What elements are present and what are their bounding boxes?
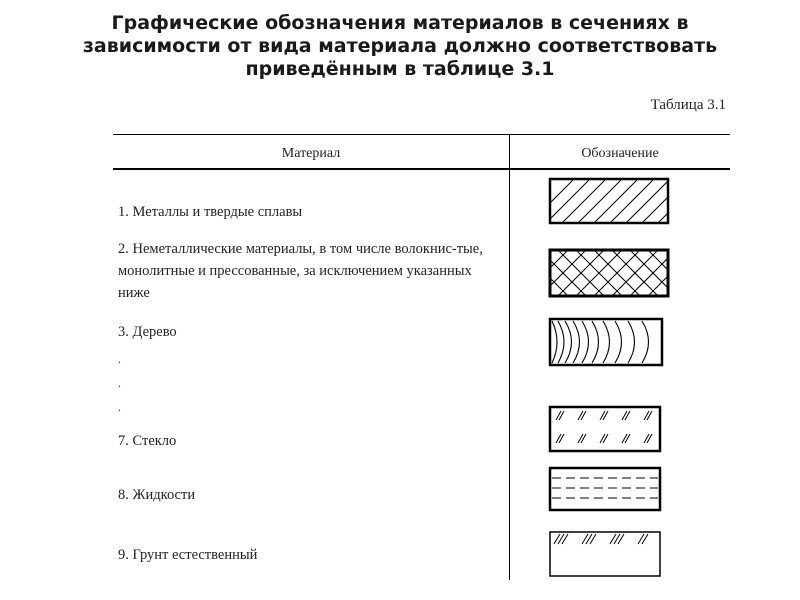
metals-hatch-swatch [548,177,670,225]
row-liquids-text: 8. Жидкости [118,487,196,503]
page-heading: Графические обозначения материалов в сечениях в зависимости от вида материала должно соответствовать приведённым в таблице 3.1 [82,12,718,80]
omitted-row-mark: . [118,352,121,366]
row-metals-text: 1. Металлы и твердые сплавы [118,204,303,220]
table-caption: Таблица 3.1 [650,97,726,113]
row-wood-text: 3. Дерево [118,324,177,340]
nonmetals-crosshatch-swatch [548,248,670,298]
table-header-border [113,168,730,170]
omitted-row-mark: . [118,376,121,390]
omitted-row-mark: . [118,400,121,414]
glass-pattern-swatch [548,405,662,453]
table-top-border [113,134,730,135]
ground-pattern-swatch [548,530,662,578]
row-glass-text: 7. Стекло [118,433,177,449]
liquids-dashed-swatch [548,466,662,512]
column-header-designation: Обозначение [581,146,659,161]
table-column-divider [509,134,510,580]
column-header-material: Материал [281,146,341,161]
wood-arcs-swatch [548,317,664,367]
row-nonmetals-text: 2. Неметаллические материалы, в том числе волокнис-тые, монолитные и прессованные, за исключением указанных ниже [118,241,483,301]
row-ground-text: 9. Грунт естественный [118,547,258,563]
